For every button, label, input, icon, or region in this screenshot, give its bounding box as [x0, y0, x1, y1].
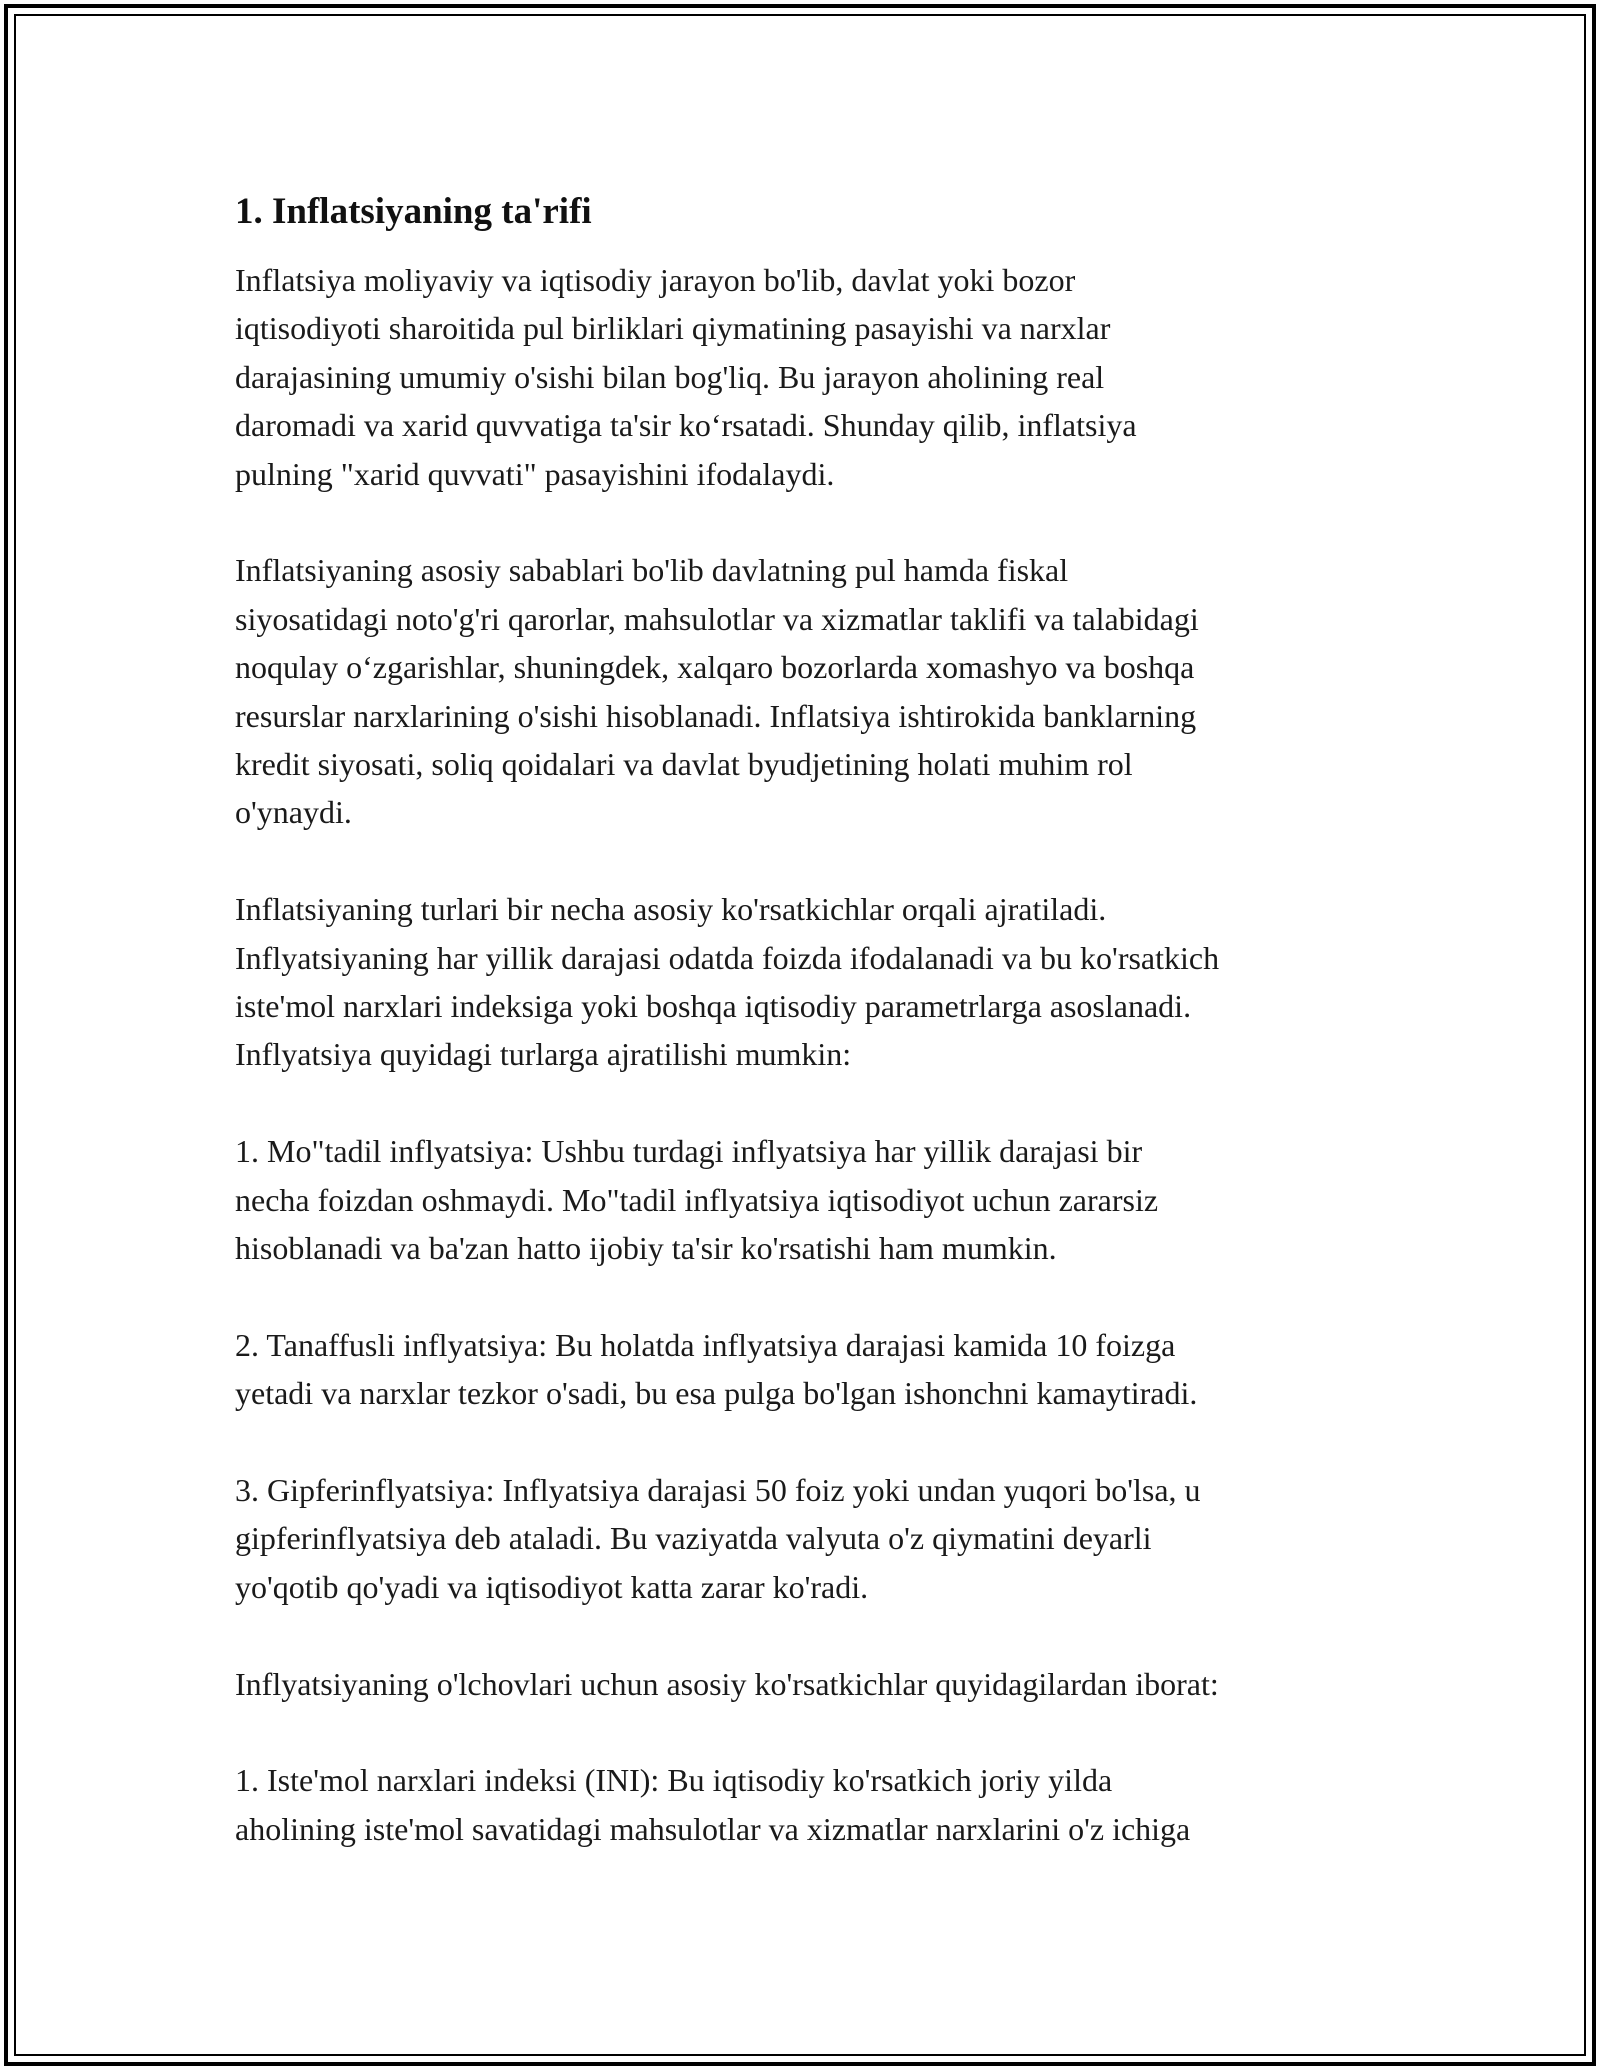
document-body — [235, 188, 1380, 1853]
list-item-hyperinflation: 3. Gipferinflyatsiya: Inflyatsiya darajasi 50 foiz yoki undan yuqori bo'lsa, u gipferinflyatsiya deb ataladi. Bu vaziyatda valyuta o'z qiymatini deyarli yo'qotib qo'yadi va iqtisodiyot katta zarar ko'radi. — [235, 1472, 1201, 1605]
paragraph-definition: Inflatsiya moliyaviy va iqtisodiy jarayon bo'lib, davlat yoki bozor iqtisodiyoti sharoitida pul birliklari qiymatining pasayishi va narxlar darajasining umumiy o'sishi bilan bog'liq. Bu jarayon aholining real daromadi va xarid quvvatiga ta'sir ko‘rsatadi. Shunday qilib, inflatsiya pulning "xarid quvvati" pasayishini ifodalaydi. — [235, 262, 1137, 492]
paragraph-causes: Inflatsiyaning asosiy sabablari bo'lib davlatning pul hamda fiskal siyosatidagi noto'g'ri qarorlar, mahsulotlar va xizmatlar taklifi va talabidagi noqulay o‘zgarishlar, shuningdek, xalqaro bozorlarda xomashyo va boshqa resurslar narxlarining o'sishi hisoblanadi. Inflatsiya ishtirokida banklarning kredit siyosati, soliq qoidalari va davlat byudjetining holati muhim rol o'ynaydi. — [235, 552, 1199, 831]
paragraph-measures-intro: Inflyatsiyaning o'lchovlari uchun asosiy ko'rsatkichlar quyidagilardan iborat: — [235, 1665, 1219, 1702]
list-item-moderate-inflation: 1. Mo"tadil inflyatsiya: Ushbu turdagi inflyatsiya har yillik darajasi bir necha foizdan oshmaydi. Mo"tadil inflyatsiya iqtisodiyot uchun zararsiz hisoblanadi va ba'zan hatto ijobiy ta'sir ko'rsatishi ham mumkin. — [235, 1133, 1159, 1267]
list-item-galloping-inflation: 2. Tanaffusli inflyatsiya: Bu holatda inflyatsiya darajasi kamida 10 foizga yetadi va narxlar tezkor o'sadi, bu esa pulga bo'lgan ishonchni kamaytiradi. — [235, 1326, 1198, 1412]
list-item-cpi: 1. Iste'mol narxlari indeksi (INI): Bu iqtisodiy ko'rsatkich joriy yilda aholining iste'mol savatidagi mahsulotlar va xizmatlar narxlarini o'z ichiga — [235, 1762, 1191, 1847]
paragraph-types-intro: Inflatsiyaning turlari bir necha asosiy ko'rsatkichlar orqali ajratiladi. Inflyatsiyaning har yillik darajasi odatda foizda ifodalanadi va bu ko'rsatkich iste'mol narxlari indeksiga yoki boshqa iqtisodiy parametrlarga asoslanadi. Inflyatsiya quyidagi turlarga ajratilishi mumkin: — [235, 891, 1220, 1073]
section-heading: 1. Inflatsiyaning ta'rifi — [235, 191, 592, 232]
